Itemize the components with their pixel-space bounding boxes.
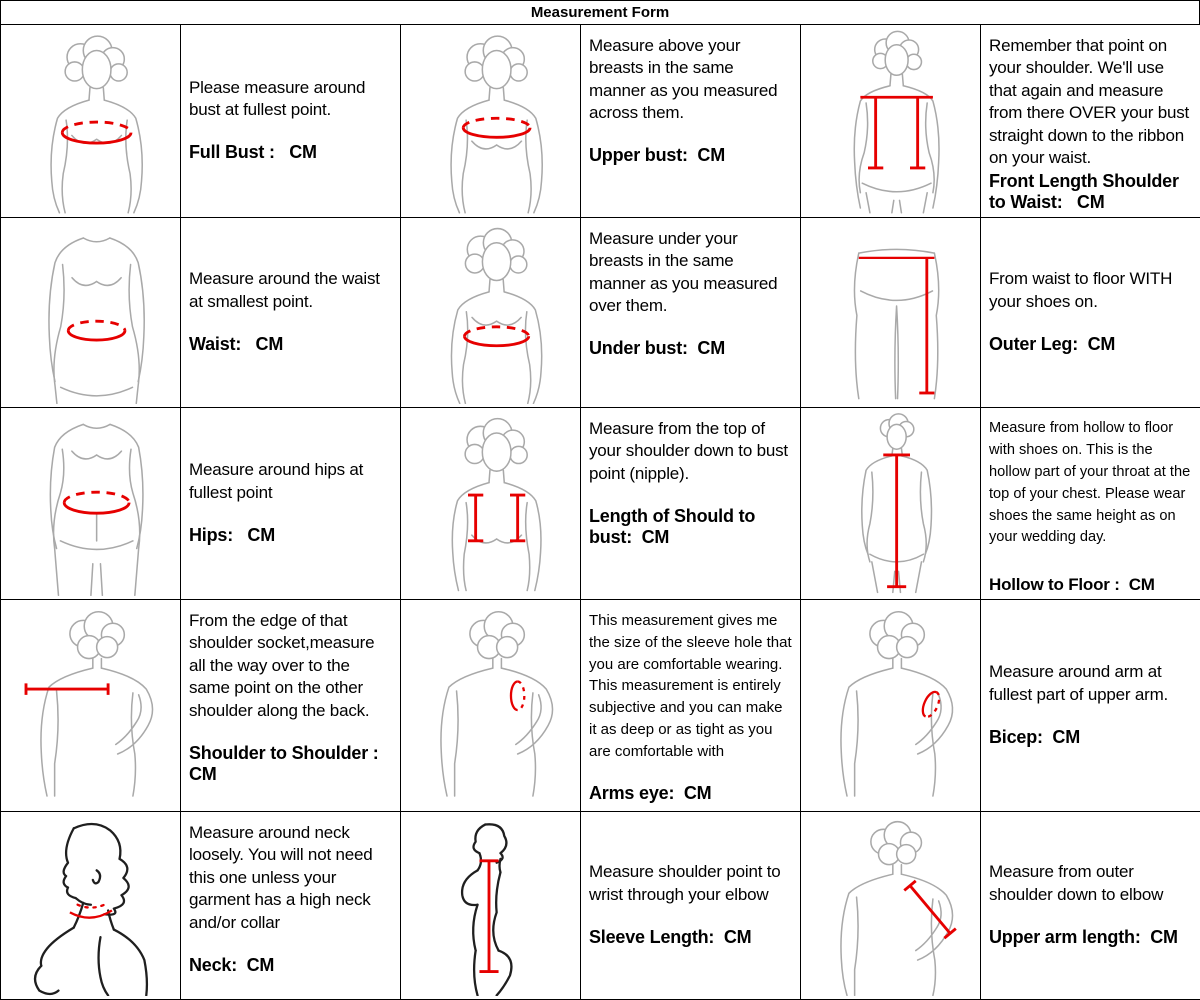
measure-label: Waist: CM bbox=[189, 333, 284, 354]
measure-label: Under bust: CM bbox=[589, 338, 725, 359]
page-title: Measurement Form bbox=[1, 1, 1200, 25]
sleeve-length-figure-icon bbox=[405, 815, 577, 996]
waist-figure-icon bbox=[5, 221, 177, 404]
cell-sleeve-length-text bbox=[581, 812, 801, 1000]
measure-description: Measure under your breasts in the same manner as you measured over them. bbox=[589, 229, 778, 316]
measure-description: Measure around neck loosely. You will not need this one unless your garment has a high neck and/or collar bbox=[189, 823, 373, 932]
cell-neck-text bbox=[181, 812, 401, 1000]
cell-shoulder-to-shoulder-figure bbox=[1, 600, 181, 812]
measure-label: Full Bust : CM bbox=[189, 142, 317, 163]
measure-label: Shoulder to Shoulder : CM bbox=[189, 742, 384, 784]
shoulder-to-shoulder-figure-icon bbox=[5, 603, 177, 808]
cell-upper-bust-figure bbox=[401, 25, 581, 218]
cell-outer-leg-text bbox=[981, 218, 1200, 408]
measure-label: Neck: CM bbox=[189, 954, 275, 975]
bicep-figure-icon bbox=[805, 603, 977, 808]
measure-description: Measure around the waist at smallest point. bbox=[189, 269, 380, 311]
measure-label: Upper arm length: CM bbox=[989, 926, 1178, 947]
measure-label: Outer Leg: CM bbox=[989, 333, 1116, 354]
measure-description: Measure above your breasts in the same manner as you measured across them. bbox=[589, 36, 778, 123]
cell-bicep-figure bbox=[801, 600, 981, 812]
cell-full-bust-figure bbox=[1, 25, 181, 218]
measure-label: Hollow to Floor : CM bbox=[989, 574, 1155, 594]
measure-description: From waist to floor WITH your shoes on. bbox=[989, 269, 1173, 311]
measure-description: This measurement gives me the size of the sleeve hole that you are comfortable wearing. This measurement is entirely subjective and you can make it as deep or as tight as you are comfortable with bbox=[589, 612, 792, 760]
cell-hollow-to-floor-figure bbox=[801, 408, 981, 600]
measure-label: Sleeve Length: CM bbox=[589, 926, 752, 947]
upper-arm-length-figure-icon bbox=[805, 815, 977, 996]
measure-description: Measure from hollow to floor with shoes on. This is the hollow part of your throat at the top of your chest. Please wear shoes the same height as on your wedding day. bbox=[989, 420, 1191, 546]
cell-shoulder-to-shoulder-text bbox=[181, 600, 401, 812]
cell-shoulder-to-bust-figure bbox=[401, 408, 581, 600]
cell-sleeve-length-figure bbox=[401, 812, 581, 1000]
cell-arms-eye-text bbox=[581, 600, 801, 812]
arms-eye-figure-icon bbox=[405, 603, 577, 808]
measurement-table bbox=[1, 25, 1200, 1000]
cell-hips-text bbox=[181, 408, 401, 600]
measure-description: Remember that point on your shoulder. We'll use that again and measure from there OVER your bust straight down to the ribbon on your waist. bbox=[989, 36, 1190, 168]
measure-description: Measure around arm at fullest part of upper arm. bbox=[989, 662, 1169, 704]
cell-hips-figure bbox=[1, 408, 181, 600]
measure-description: Measure around hips at fullest point bbox=[189, 460, 364, 502]
cell-neck-figure bbox=[1, 812, 181, 1000]
measure-description: Measure shoulder point to wrist through your elbow bbox=[589, 862, 781, 904]
hips-figure-icon bbox=[5, 411, 177, 596]
neck-figure-icon bbox=[5, 815, 177, 996]
cell-upper-arm-length-figure bbox=[801, 812, 981, 1000]
measure-description: From the edge of that shoulder socket,measure all the way over to the same point on the other shoulder along the back. bbox=[189, 611, 375, 720]
measure-description: Please measure around bust at fullest point. bbox=[189, 77, 366, 120]
cell-hollow-to-floor-text bbox=[981, 408, 1200, 600]
cell-waist-figure bbox=[1, 218, 181, 408]
cell-front-length-text bbox=[981, 25, 1200, 218]
full-bust-figure-icon bbox=[5, 28, 177, 214]
under-bust-figure-icon bbox=[405, 221, 577, 404]
cell-arms-eye-figure bbox=[401, 600, 581, 812]
measure-description: Measure from outer shoulder down to elbow bbox=[989, 862, 1164, 904]
cell-under-bust-text bbox=[581, 218, 801, 408]
upper-bust-figure-icon bbox=[405, 28, 577, 214]
cell-shoulder-to-bust-text bbox=[581, 408, 801, 600]
front-length-figure-icon bbox=[805, 28, 977, 214]
measure-description: Measure from the top of your shoulder down to bust point (nipple). bbox=[589, 419, 788, 483]
measure-label: Hips: CM bbox=[189, 524, 275, 545]
measure-label: Bicep: CM bbox=[989, 726, 1081, 747]
measure-label: Front Length Shoulder to Waist: CM bbox=[989, 171, 1184, 213]
outer-leg-figure-icon bbox=[805, 221, 977, 404]
measure-label: Length of Should to bust: CM bbox=[589, 506, 760, 547]
cell-upper-bust-text bbox=[581, 25, 801, 218]
cell-outer-leg-figure bbox=[801, 218, 981, 408]
cell-waist-text bbox=[181, 218, 401, 408]
measure-label: Arms eye: CM bbox=[589, 782, 712, 803]
cell-full-bust-text bbox=[181, 25, 401, 218]
cell-upper-arm-length-text bbox=[981, 812, 1200, 1000]
shoulder-to-bust-figure-icon bbox=[405, 411, 577, 596]
hollow-to-floor-figure-icon bbox=[805, 411, 977, 596]
cell-front-length-figure bbox=[801, 25, 981, 218]
cell-bicep-text bbox=[981, 600, 1200, 812]
measure-label: Upper bust: CM bbox=[589, 145, 725, 166]
cell-under-bust-figure bbox=[401, 218, 581, 408]
